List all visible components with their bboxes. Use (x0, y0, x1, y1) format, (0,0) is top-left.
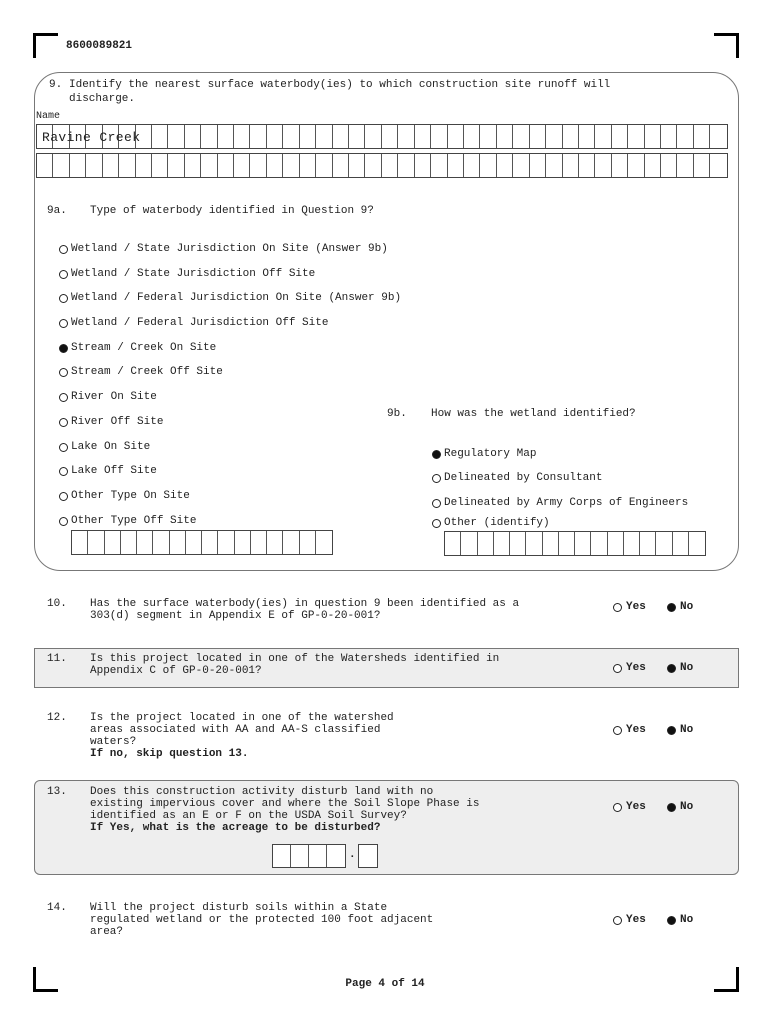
character-cell (327, 845, 345, 867)
character-cell (365, 125, 381, 148)
character-cell (694, 154, 710, 177)
character-cell (608, 532, 624, 555)
option-wetland-state-on-site[interactable] (59, 243, 388, 255)
q14-line3: area? (90, 926, 124, 938)
character-cell (431, 125, 447, 148)
character-cell (37, 154, 53, 177)
character-cell (612, 154, 628, 177)
character-cell (202, 531, 218, 554)
yes-label: Yes (626, 724, 646, 736)
character-cell (431, 154, 447, 177)
character-cell (595, 154, 611, 177)
option-label: Lake On Site (71, 441, 151, 453)
no-label: No (680, 601, 694, 613)
q12-number: 12. (47, 712, 67, 724)
character-cell (119, 154, 135, 177)
corner-mark-top-right (714, 33, 739, 58)
radio-icon[interactable] (613, 803, 622, 812)
character-cell (546, 125, 562, 148)
option-label: River On Site (71, 391, 157, 403)
character-cell (645, 125, 661, 148)
character-cell (273, 845, 291, 867)
q12-line3: waters? (90, 736, 137, 748)
character-cell (445, 532, 461, 555)
character-cell (105, 531, 121, 554)
character-cell (349, 125, 365, 148)
character-cell (235, 531, 251, 554)
radio-selected-icon[interactable] (667, 664, 676, 673)
form-id: 8600089821 (66, 40, 133, 52)
option-other-type-on-site[interactable] (59, 490, 190, 502)
option-label: Wetland / Federal Jurisdiction Off Site (71, 317, 329, 329)
radio-selected-icon[interactable] (667, 803, 676, 812)
character-cell (478, 532, 494, 555)
option-other-identify[interactable] (432, 517, 550, 529)
character-cell (677, 154, 693, 177)
character-cell (309, 845, 327, 867)
radio-icon[interactable] (59, 368, 68, 377)
character-cell (218, 531, 234, 554)
q14-line1: Will the project disturb soils within a State (90, 902, 388, 914)
character-cell (448, 154, 464, 177)
character-cell (563, 154, 579, 177)
q9a-text: Type of waterbody identified in Question 9? (90, 205, 374, 217)
no-label: No (680, 914, 694, 926)
no-label: No (680, 724, 694, 736)
character-cell (464, 154, 480, 177)
character-cell (333, 154, 349, 177)
q13-line3: identified as an E or F on the USDA Soil Survey? (90, 810, 407, 822)
q13-number: 13. (47, 786, 67, 798)
character-cell (300, 125, 316, 148)
character-cell (677, 125, 693, 148)
radio-icon[interactable] (59, 270, 68, 279)
character-cell (645, 154, 661, 177)
other-type-identify-field[interactable] (71, 530, 333, 555)
character-cell (591, 532, 607, 555)
q13-acreage-prompt: If Yes, what is the acreage to be disturbed? (90, 822, 381, 834)
character-cell (333, 125, 349, 148)
option-wetland-federal-on-site[interactable] (59, 292, 401, 304)
character-cell (170, 531, 186, 554)
q10-number: 10. (47, 598, 67, 610)
q14-line2: regulated wetland or the protected 100 foot adjacent (90, 914, 434, 926)
radio-icon[interactable] (613, 726, 622, 735)
option-river-off-site[interactable] (59, 416, 163, 428)
waterbody-name-value: Ravine Creek (42, 130, 141, 145)
acreage-whole-field[interactable] (272, 844, 346, 868)
character-cell (579, 154, 595, 177)
character-cell (185, 154, 201, 177)
q14-number: 14. (47, 902, 67, 914)
acreage-decimal-field[interactable] (358, 844, 378, 868)
option-stream-creek-off-site[interactable] (59, 366, 223, 378)
q11-yes-option[interactable] (613, 662, 646, 674)
character-cell (86, 154, 102, 177)
page-number: Page 4 of 14 (345, 978, 425, 990)
character-cell (152, 125, 168, 148)
character-cell (283, 125, 299, 148)
character-cell (563, 125, 579, 148)
character-cell (365, 154, 381, 177)
option-label: Delineated by Consultant (444, 472, 603, 484)
radio-selected-icon[interactable] (667, 916, 676, 925)
q10-line2: 303(d) segment in Appendix E of GP-0-20-001? (90, 610, 381, 622)
q9-text-line2: discharge. (69, 93, 136, 105)
character-cell (461, 532, 477, 555)
character-cell (267, 154, 283, 177)
character-cell (168, 125, 184, 148)
character-cell (612, 125, 628, 148)
character-cell (316, 531, 332, 554)
character-cell (234, 125, 250, 148)
option-wetland-federal-off-site[interactable] (59, 317, 328, 329)
other-identify-field[interactable] (444, 531, 706, 556)
character-cell (640, 532, 656, 555)
character-cell (689, 532, 705, 555)
character-cell (137, 531, 153, 554)
option-label: Wetland / State Jurisdiction Off Site (71, 268, 316, 280)
character-cell (53, 154, 69, 177)
character-cell (464, 125, 480, 148)
radio-icon[interactable] (432, 499, 441, 508)
q13-line1: Does this construction activity disturb land with no (90, 786, 434, 798)
character-cell (530, 125, 546, 148)
character-cell (153, 531, 169, 554)
character-cell (526, 532, 542, 555)
q10-no-option[interactable] (667, 601, 693, 613)
option-label: River Off Site (71, 416, 164, 428)
character-cell (624, 532, 640, 555)
character-cell (250, 154, 266, 177)
option-label: Regulatory Map (444, 448, 537, 460)
character-cell (218, 154, 234, 177)
q9-text-line1: Identify the nearest surface waterbody(ies) to which construction site runoff will (69, 79, 611, 91)
character-cell (710, 125, 726, 148)
character-cell (185, 125, 201, 148)
character-cell (513, 125, 529, 148)
q10-yes-option[interactable] (613, 601, 646, 613)
option-label: Wetland / Federal Jurisdiction On Site (Answer 9b) (71, 292, 402, 304)
q12-no-option[interactable] (667, 724, 693, 736)
character-cell (694, 125, 710, 148)
waterbody-name-field-row-2[interactable] (36, 153, 728, 178)
no-label: No (680, 801, 694, 813)
character-cell (480, 125, 496, 148)
radio-icon[interactable] (59, 393, 68, 402)
option-delineated-by-consultant[interactable] (432, 472, 602, 484)
character-cell (661, 154, 677, 177)
character-cell (234, 154, 250, 177)
character-cell (497, 154, 513, 177)
q9a-number: 9a. (47, 205, 67, 217)
character-cell (359, 845, 377, 867)
character-cell (710, 154, 726, 177)
character-cell (494, 532, 510, 555)
character-cell (382, 125, 398, 148)
radio-icon[interactable] (59, 517, 68, 526)
q13-no-option[interactable] (667, 801, 693, 813)
radio-selected-icon[interactable] (667, 726, 676, 735)
character-cell (543, 532, 559, 555)
q9-name-label: Name (36, 111, 61, 122)
character-cell (121, 531, 137, 554)
option-delineated-by-army-corps[interactable] (432, 497, 688, 509)
radio-icon[interactable] (59, 319, 68, 328)
character-cell (250, 125, 266, 148)
character-cell (88, 531, 104, 554)
radio-icon[interactable] (59, 467, 68, 476)
character-cell (415, 125, 431, 148)
yes-label: Yes (626, 801, 646, 813)
corner-mark-top-left (33, 33, 58, 58)
character-cell (186, 531, 202, 554)
q10-line1: Has the surface waterbody(ies) in question 9 been identified as a (90, 598, 520, 610)
character-cell (70, 154, 86, 177)
character-cell (103, 154, 119, 177)
radio-icon[interactable] (432, 474, 441, 483)
character-cell (251, 531, 267, 554)
character-cell (201, 125, 217, 148)
q14-yes-option[interactable] (613, 914, 646, 926)
character-cell (480, 154, 496, 177)
character-cell (168, 154, 184, 177)
no-label: No (680, 662, 694, 674)
option-lake-off-site[interactable] (59, 465, 157, 477)
yes-label: Yes (626, 601, 646, 613)
radio-icon[interactable] (59, 443, 68, 452)
option-label: Delineated by Army Corps of Engineers (444, 497, 689, 509)
character-cell (497, 125, 513, 148)
character-cell (661, 125, 677, 148)
character-cell (656, 532, 672, 555)
character-cell (628, 125, 644, 148)
q11-number: 11. (47, 653, 67, 665)
character-cell (218, 125, 234, 148)
option-label: Stream / Creek On Site (71, 342, 217, 354)
radio-icon[interactable] (613, 603, 622, 612)
character-cell (513, 154, 529, 177)
character-cell (398, 154, 414, 177)
character-cell (530, 154, 546, 177)
option-label: Other Type Off Site (71, 515, 197, 527)
character-cell (316, 125, 332, 148)
option-regulatory-map[interactable] (432, 448, 536, 460)
option-label: Wetland / State Jurisdiction On Site (Answer 9b) (71, 243, 388, 255)
radio-icon[interactable] (613, 916, 622, 925)
radio-icon[interactable] (59, 492, 68, 501)
q13-yes-option[interactable] (613, 801, 646, 813)
character-cell (559, 532, 575, 555)
q11-line2: Appendix C of GP-0-20-001? (90, 665, 262, 677)
character-cell (283, 154, 299, 177)
radio-selected-icon[interactable] (432, 450, 441, 459)
character-cell (152, 154, 168, 177)
option-other-type-off-site[interactable] (59, 515, 196, 527)
character-cell (546, 154, 562, 177)
character-cell (673, 532, 689, 555)
q9b-text: How was the wetland identified? (431, 408, 636, 420)
radio-selected-icon[interactable] (59, 344, 68, 353)
character-cell (579, 125, 595, 148)
q14-no-option[interactable] (667, 914, 693, 926)
option-label: Other Type On Site (71, 490, 190, 502)
character-cell (510, 532, 526, 555)
radio-icon[interactable] (613, 664, 622, 673)
character-cell (628, 154, 644, 177)
character-cell (595, 125, 611, 148)
character-cell (300, 154, 316, 177)
radio-icon[interactable] (59, 294, 68, 303)
character-cell (291, 845, 309, 867)
yes-label: Yes (626, 914, 646, 926)
q12-line2: areas associated with AA and AA-S classified (90, 724, 381, 736)
q12-line1: Is the project located in one of the watershed (90, 712, 394, 724)
option-stream-creek-on-site[interactable] (59, 342, 216, 354)
character-cell (575, 532, 591, 555)
q12-skip-note: If no, skip question 13. (90, 748, 249, 760)
q11-line1: Is this project located in one of the Watersheds identified in (90, 653, 500, 665)
option-lake-on-site[interactable] (59, 441, 150, 453)
acreage-decimal-point: . (349, 849, 356, 861)
character-cell (382, 154, 398, 177)
radio-icon[interactable] (432, 519, 441, 528)
character-cell (72, 531, 88, 554)
character-cell (398, 125, 414, 148)
option-wetland-state-off-site[interactable] (59, 268, 315, 280)
yes-label: Yes (626, 662, 646, 674)
character-cell (283, 531, 299, 554)
q11-no-option[interactable] (667, 662, 693, 674)
character-cell (316, 154, 332, 177)
option-label: Stream / Creek Off Site (71, 366, 223, 378)
character-cell (267, 531, 283, 554)
character-cell (201, 154, 217, 177)
character-cell (349, 154, 365, 177)
option-label: Lake Off Site (71, 465, 157, 477)
radio-icon[interactable] (59, 245, 68, 254)
option-label: Other (identify) (444, 517, 550, 529)
q9-number: 9. (49, 79, 63, 91)
q13-line2: existing impervious cover and where the Soil Slope Phase is (90, 798, 480, 810)
character-cell (300, 531, 316, 554)
q9b-number: 9b. (387, 408, 407, 420)
q12-yes-option[interactable] (613, 724, 646, 736)
option-river-on-site[interactable] (59, 391, 157, 403)
character-cell (136, 154, 152, 177)
radio-selected-icon[interactable] (667, 603, 676, 612)
radio-icon[interactable] (59, 418, 68, 427)
character-cell (415, 154, 431, 177)
character-cell (448, 125, 464, 148)
character-cell (267, 125, 283, 148)
